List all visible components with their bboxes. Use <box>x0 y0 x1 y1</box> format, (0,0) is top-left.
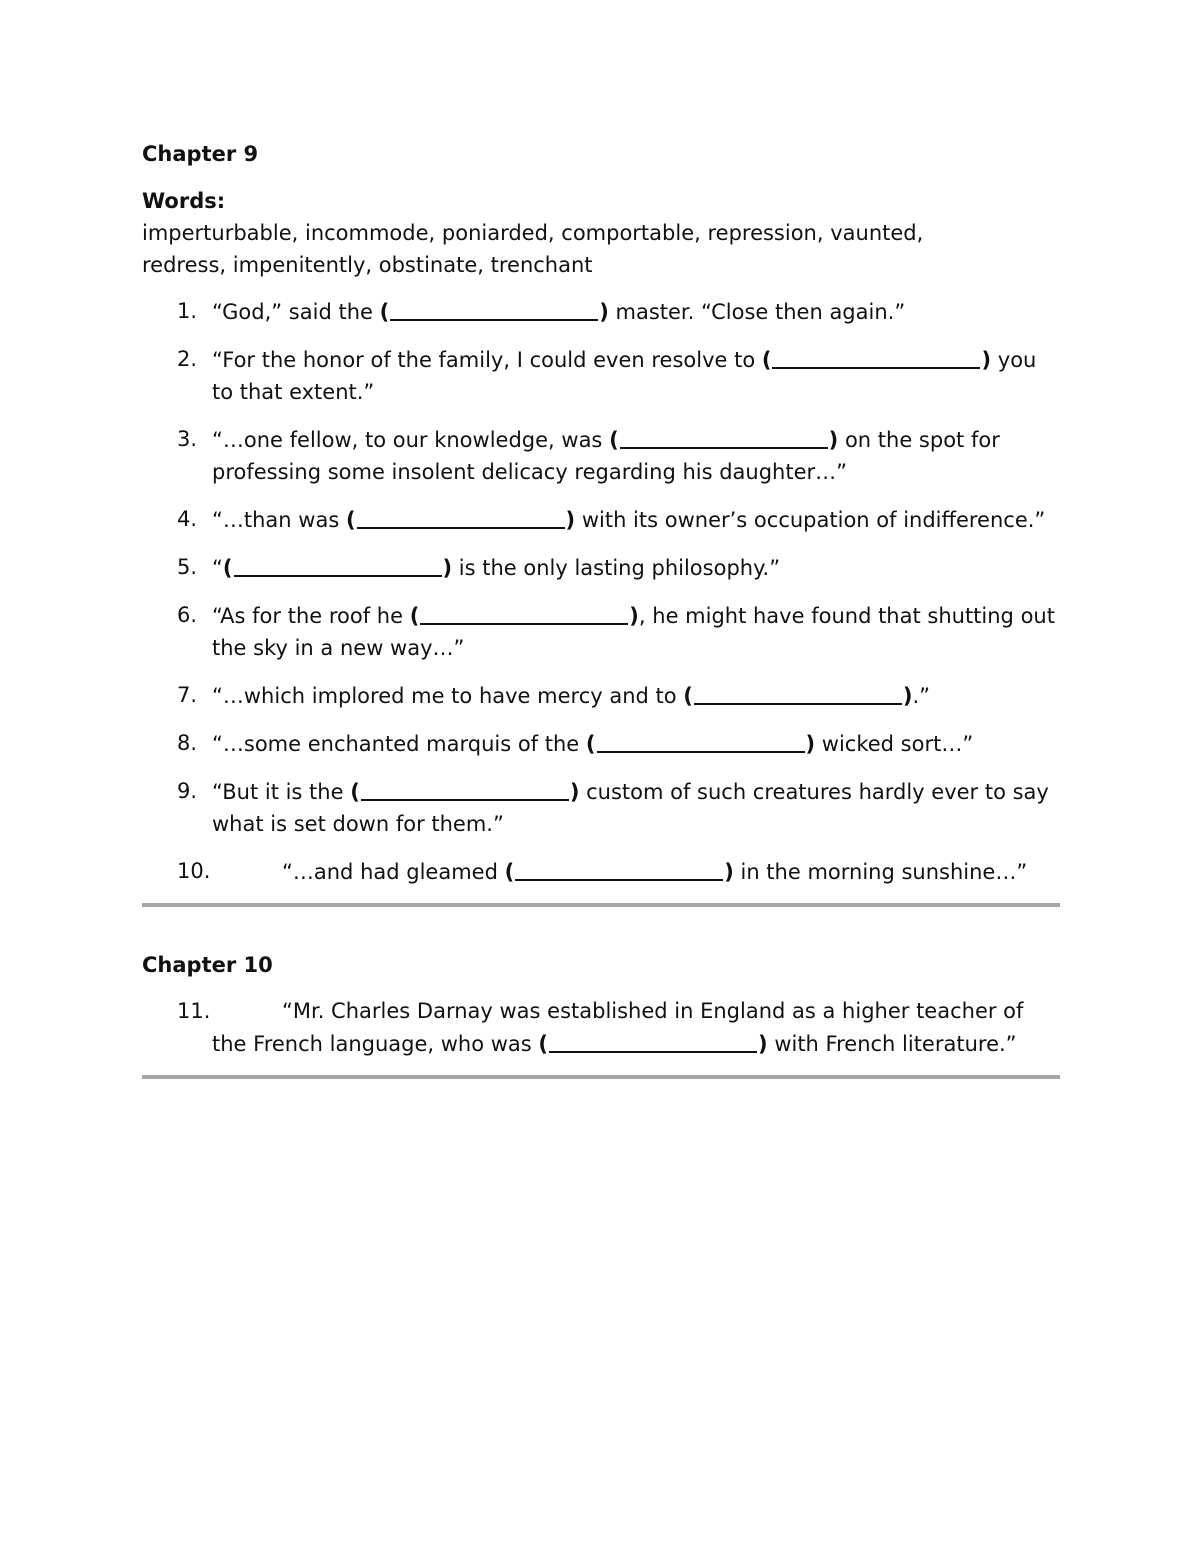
answer-blank[interactable]: ( ) <box>586 732 815 756</box>
question-text-after: with French literature.” <box>767 1032 1017 1056</box>
question-number: 4. <box>177 507 198 531</box>
question-5 <box>142 551 1060 584</box>
question-text-before: “For the honor of the family, I could even resolve to <box>212 348 762 372</box>
question-10 <box>142 855 1060 888</box>
question-text-after: is the only lasting philosophy.” <box>452 556 781 580</box>
question-text-after: you to that extent.” <box>212 348 1037 404</box>
question-8 <box>142 727 1060 760</box>
question-2 <box>142 343 1060 408</box>
question-number: 8. <box>177 731 198 755</box>
question-text-after: wicked sort…” <box>815 732 974 756</box>
question-number: 6. <box>177 603 198 627</box>
question-text-before: “Mr. Charles Darnay was established in England as a higher teacher of the French language, who was <box>212 999 1024 1056</box>
chapter-10-questions <box>142 995 1060 1060</box>
section-divider <box>142 903 1060 907</box>
answer-blank[interactable]: ( ) <box>350 780 579 804</box>
chapter-9-questions <box>142 295 1060 888</box>
answer-blank[interactable]: ( ) <box>538 1032 767 1056</box>
question-number: 10. <box>177 859 211 883</box>
question-1 <box>142 295 1060 328</box>
worksheet-page <box>142 138 1060 1079</box>
answer-blank[interactable]: ( ) <box>683 684 912 708</box>
question-text-before: “As for the roof he <box>212 604 410 628</box>
question-3 <box>142 423 1060 488</box>
answer-blank[interactable]: ( ) <box>762 348 991 372</box>
word-list-line-1: imperturbable, incommode, poniarded, comportable, repression, vaunted, <box>142 221 924 245</box>
question-number: 1. <box>177 299 198 323</box>
word-list <box>142 217 1060 281</box>
question-number: 11. <box>177 999 211 1023</box>
question-number: 3. <box>177 427 198 451</box>
words-label: Words: <box>142 189 226 213</box>
question-number: 9. <box>177 779 198 803</box>
chapter-10-heading: Chapter 10 <box>142 953 273 977</box>
question-text-after: custom of such creatures hardly ever to say what is set down for them.” <box>212 780 1049 836</box>
section-divider <box>142 1075 1060 1079</box>
question-text-before: “But it is the <box>212 780 351 804</box>
question-6 <box>142 599 1060 664</box>
question-text-before: “…one fellow, to our knowledge, was <box>212 428 610 452</box>
question-text-after: on the spot for professing some insolent delicacy regarding his daughter…” <box>212 428 1000 484</box>
answer-blank[interactable]: ( ) <box>505 860 734 884</box>
answer-blank[interactable]: ( ) <box>223 556 452 580</box>
question-number: 2. <box>177 347 198 371</box>
question-text-after: .” <box>912 684 931 708</box>
question-text-after: in the morning sunshine…” <box>733 860 1028 884</box>
question-number: 5. <box>177 555 198 579</box>
chapter-9-heading: Chapter 9 <box>142 142 259 166</box>
question-number: 7. <box>177 683 198 707</box>
question-text-before: “…and had gleamed <box>282 860 505 884</box>
answer-blank[interactable]: ( ) <box>380 300 609 324</box>
question-9 <box>142 775 1060 840</box>
question-text-after: master. “Close then again.” <box>608 300 906 324</box>
question-7 <box>142 679 1060 712</box>
answer-blank[interactable]: ( ) <box>346 508 575 532</box>
question-text-before: “ <box>212 556 223 580</box>
word-list-line-2: redress, impenitently, obstinate, trenchant <box>142 253 593 277</box>
answer-blank[interactable]: ( ) <box>410 604 639 628</box>
question-text-before: “…than was <box>212 508 346 532</box>
question-text-before: “…which implored me to have mercy and to <box>212 684 684 708</box>
question-4 <box>142 503 1060 536</box>
question-text-before: “…some enchanted marquis of the <box>212 732 586 756</box>
question-11 <box>142 995 1060 1060</box>
question-text-before: “God,” said the <box>212 300 380 324</box>
answer-blank[interactable]: ( ) <box>609 428 838 452</box>
question-text-after: with its owner’s occupation of indifference.” <box>575 508 1046 532</box>
question-text-after: , he might have found that shutting out the sky in a new way…” <box>212 604 1055 660</box>
